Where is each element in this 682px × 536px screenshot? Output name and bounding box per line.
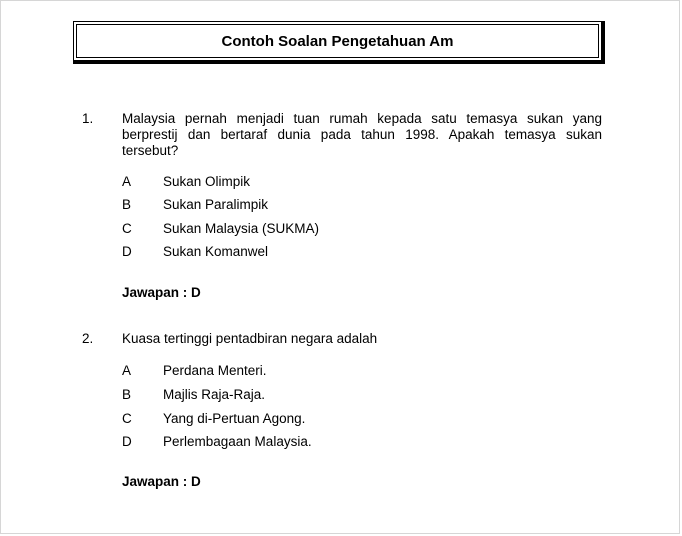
title-box [73,21,605,64]
question-1-option-d-text: Sukan Komanwel [163,244,269,259]
question-1-option-b-text: Sukan Paralimpik [163,197,269,212]
question-1-option-c-text: Sukan Malaysia (SUKMA) [163,221,320,236]
question-2-option-b-text: Majlis Raja-Raja. [163,387,266,402]
question-2-answer: Jawapan : D [122,474,201,489]
question-1-text-line-3: tersebut? [122,143,179,158]
question-1-option-d-letter: D [122,244,132,259]
question-2-option-d-text: Perlembagaan Malaysia. [163,434,312,449]
question-2-option-c-text: Yang di-Pertuan Agong. [163,411,306,426]
question-1-answer: Jawapan : D [122,285,201,300]
page-title: Contoh Soalan Pengetahuan Am [76,24,599,58]
question-1-option-b-letter: B [122,197,132,212]
question-1-option-c-letter: C [122,221,132,236]
question-1-text-line-1: Malaysia pernah menjadi tuan rumah kepada satu temasya sukan yang [122,111,602,126]
question-1-option-a-letter: A [122,174,132,189]
question-1-text-line-2: berprestij dan bertaraf dunia pada tahun 1998. Apakah temasya sukan [122,127,602,142]
question-2-number: 2. [82,331,94,346]
question-2-option-a-letter: A [122,363,132,378]
question-2-option-b-letter: B [122,387,132,402]
question-2-option-c-letter: C [122,411,132,426]
question-1-option-a-text: Sukan Olimpik [163,174,251,189]
question-2-text-line-1: Kuasa tertinggi pentadbiran negara adalah [122,331,378,346]
question-2-option-d-letter: D [122,434,132,449]
question-1-number: 1. [82,111,94,126]
question-2-option-a-text: Perdana Menteri. [163,363,267,378]
